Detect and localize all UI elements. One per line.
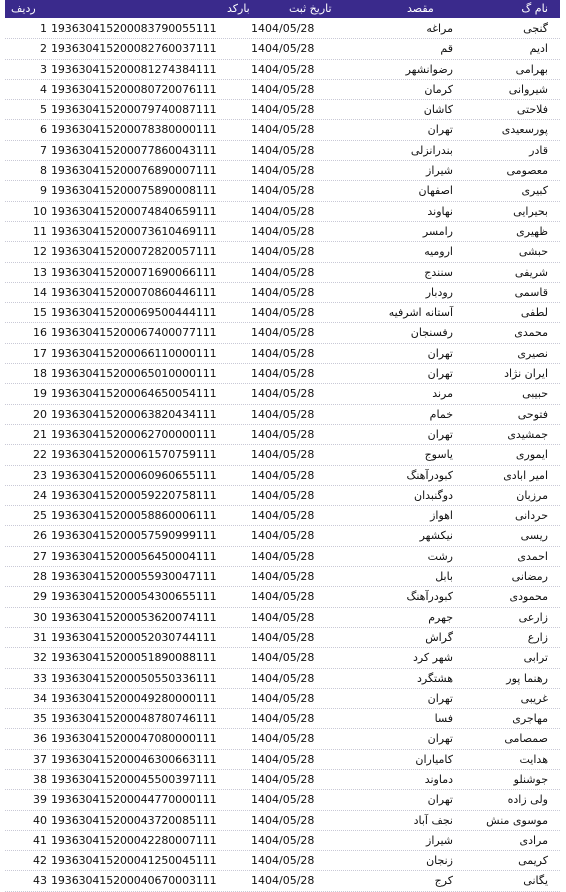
row-barcode: 193630415200060960655111: [51, 468, 217, 482]
table-row: [5, 506, 560, 526]
row-destination: تهران: [427, 732, 453, 746]
row-name: احمدی: [517, 549, 548, 563]
row-date: 1404/05/28: [251, 590, 315, 604]
row-name: جمشیدی: [507, 427, 548, 441]
row-destination: نیکشهر: [419, 529, 453, 543]
row-date: 1404/05/28: [251, 62, 315, 76]
row-name: پورسعیدی: [501, 123, 548, 137]
row-destination: کبودرآهنگ: [406, 590, 453, 604]
row-date: 1404/05/28: [251, 610, 315, 624]
row-date: 1404/05/28: [251, 82, 315, 96]
row-name: حبشی: [518, 245, 548, 259]
row-name: ولی زاده: [507, 793, 548, 807]
row-date: 1404/05/28: [251, 326, 315, 340]
table-row: [5, 425, 560, 445]
row-destination: رضوانشهر: [405, 62, 453, 76]
row-index: 15: [33, 306, 47, 320]
row-date: 1404/05/28: [251, 549, 315, 563]
row-destination: رودبار: [425, 285, 453, 299]
row-date: 1404/05/28: [251, 772, 315, 786]
row-destination: ارومیه: [424, 245, 453, 259]
row-barcode: 193630415200069500444111: [51, 306, 217, 320]
table-row: [5, 466, 560, 486]
table-row: [5, 587, 560, 607]
row-date: 1404/05/28: [251, 42, 315, 56]
row-destination: رفسنجان: [410, 326, 453, 340]
table-row: [5, 669, 560, 689]
row-date: 1404/05/28: [251, 143, 315, 157]
row-name: حبیبی: [522, 387, 548, 401]
table-row: [5, 648, 560, 668]
row-date: 1404/05/28: [251, 732, 315, 746]
row-date: 1404/05/28: [251, 204, 315, 218]
row-barcode: 193630415200061570759111: [51, 448, 217, 462]
row-barcode: 193630415200043720085111: [51, 813, 217, 827]
row-index: 20: [33, 407, 47, 421]
row-name: موسوی منش: [486, 813, 548, 827]
row-index: 12: [33, 245, 47, 259]
row-date: 1404/05/28: [251, 529, 315, 543]
row-name: شیروانی: [508, 82, 548, 96]
row-name: محمدی: [514, 326, 548, 340]
row-name: فتوحی: [517, 407, 548, 421]
row-name: رهنما پور: [506, 671, 548, 685]
table-row: [5, 811, 560, 831]
row-name: کریمی: [518, 854, 548, 868]
row-barcode: 193630415200071690066111: [51, 265, 217, 279]
row-barcode: 193630415200045500397111: [51, 772, 217, 786]
row-index: 17: [33, 346, 47, 360]
table-row: [5, 526, 560, 546]
row-name: زارع: [527, 630, 548, 644]
table-row: [5, 283, 560, 303]
table-row: [5, 19, 560, 39]
row-destination: شیراز: [426, 833, 453, 847]
table-row: [5, 303, 560, 323]
row-name: قاسمی: [514, 285, 548, 299]
row-index: 38: [33, 772, 47, 786]
row-name: حردانی: [514, 509, 548, 523]
row-barcode: 193630415200056450004111: [51, 549, 217, 563]
row-barcode: 193630415200055930047111: [51, 570, 217, 584]
row-index: 9: [40, 184, 47, 198]
row-barcode: 193630415200058860006111: [51, 509, 217, 523]
row-index: 31: [33, 630, 47, 644]
row-barcode: 193630415200049280000111: [51, 691, 217, 705]
row-name: کبیری: [521, 184, 548, 198]
row-date: 1404/05/28: [251, 407, 315, 421]
table-row: [5, 202, 560, 222]
row-date: 1404/05/28: [251, 387, 315, 401]
row-date: 1404/05/28: [251, 306, 315, 320]
table-row: [5, 242, 560, 262]
table-row: [5, 770, 560, 790]
row-name: نصیری: [517, 346, 548, 360]
row-date: 1404/05/28: [251, 123, 315, 137]
row-date: 1404/05/28: [251, 367, 315, 381]
row-destination: تهران: [427, 346, 453, 360]
row-name: رمضانی: [511, 570, 548, 584]
table-row: [5, 100, 560, 120]
row-barcode: 193630415200042280007111: [51, 833, 217, 847]
table-header: [5, 0, 560, 18]
row-destination: کرمان: [424, 82, 453, 96]
row-index: 36: [33, 732, 47, 746]
header-destination: مقصد: [407, 2, 434, 15]
table-row: [5, 486, 560, 506]
row-name: لطفی: [520, 306, 548, 320]
row-barcode: 193630415200067400077111: [51, 326, 217, 340]
table-row: [5, 161, 560, 181]
row-barcode: 193630415200066110000111: [51, 346, 217, 360]
table-row: [5, 445, 560, 465]
row-destination: تهران: [427, 123, 453, 137]
row-name: هدایت: [519, 752, 548, 766]
table-row: [5, 750, 560, 770]
row-barcode: 193630415200082760037111: [51, 42, 217, 56]
row-destination: یاسوج: [424, 448, 453, 462]
row-barcode: 193630415200052030744111: [51, 630, 217, 644]
row-barcode: 193630415200050550336111: [51, 671, 217, 685]
row-name: صمصامی: [504, 732, 548, 746]
row-date: 1404/05/28: [251, 712, 315, 726]
row-date: 1404/05/28: [251, 793, 315, 807]
row-index: 35: [33, 712, 47, 726]
row-date: 1404/05/28: [251, 184, 315, 198]
row-index: 7: [40, 143, 47, 157]
table-row: [5, 39, 560, 59]
row-date: 1404/05/28: [251, 224, 315, 238]
row-barcode: 193630415200048780746111: [51, 712, 217, 726]
row-index: 18: [33, 367, 47, 381]
table-row: [5, 709, 560, 729]
row-date: 1404/05/28: [251, 285, 315, 299]
table-row: [5, 405, 560, 425]
row-destination: کاشان: [423, 103, 453, 117]
row-barcode: 193630415200063820434111: [51, 407, 217, 421]
row-index: 2: [40, 42, 47, 56]
row-date: 1404/05/28: [251, 752, 315, 766]
row-destination: رامسر: [422, 224, 453, 238]
table-row: [5, 729, 560, 749]
table-row: [5, 608, 560, 628]
row-destination: تهران: [427, 793, 453, 807]
row-barcode: 193630415200072820057111: [51, 245, 217, 259]
row-barcode: 193630415200040670003111: [51, 874, 217, 888]
row-barcode: 193630415200057590999111: [51, 529, 217, 543]
row-index: 13: [33, 265, 47, 279]
row-date: 1404/05/28: [251, 346, 315, 360]
row-barcode: 193630415200075890008111: [51, 184, 217, 198]
table-row: [5, 628, 560, 648]
row-destination: فسا: [434, 712, 453, 726]
row-name: فلاحتی: [516, 103, 548, 117]
table-row: [5, 364, 560, 384]
row-destination: شهر کرد: [412, 651, 453, 665]
row-date: 1404/05/28: [251, 509, 315, 523]
table-row: [5, 689, 560, 709]
row-index: 24: [33, 488, 47, 502]
row-date: 1404/05/28: [251, 833, 315, 847]
row-name: امیر ابادی: [503, 468, 548, 482]
row-barcode: 193630415200079740087111: [51, 103, 217, 117]
row-barcode: 193630415200041250045111: [51, 854, 217, 868]
row-index: 23: [33, 468, 47, 482]
table-row: [5, 222, 560, 242]
row-barcode: 193630415200074840659111: [51, 204, 217, 218]
table-row: [5, 567, 560, 587]
row-name: ایران نژاد: [504, 367, 548, 381]
row-index: 42: [33, 854, 47, 868]
row-destination: جهرم: [428, 610, 453, 624]
row-date: 1404/05/28: [251, 22, 315, 35]
row-destination: هشتگرد: [417, 671, 453, 685]
row-name: جوشنلو: [513, 772, 548, 786]
row-destination: گراش: [425, 630, 453, 644]
row-destination: بابل: [435, 570, 453, 584]
row-index: 5: [40, 103, 47, 117]
row-index: 11: [33, 224, 47, 238]
row-name: ایموری: [515, 448, 548, 462]
row-name: ادیم: [529, 42, 548, 56]
row-date: 1404/05/28: [251, 488, 315, 502]
row-barcode: 193630415200051890088111: [51, 651, 217, 665]
row-date: 1404/05/28: [251, 854, 315, 868]
row-name: قادر: [529, 143, 548, 157]
table-row: [5, 831, 560, 851]
row-index: 27: [33, 549, 47, 563]
row-name: بهرامی: [515, 62, 548, 76]
row-barcode: 193630415200083790055111: [51, 22, 217, 35]
row-index: 37: [33, 752, 47, 766]
header-date: تاریخ ثبت: [289, 2, 332, 15]
table-row: [5, 384, 560, 404]
row-index: 39: [33, 793, 47, 807]
row-destination: اصفهان: [418, 184, 453, 198]
row-destination: نجف آباد: [413, 813, 453, 827]
row-barcode: 193630415200044770000111: [51, 793, 217, 807]
row-barcode: 193630415200065010000111: [51, 367, 217, 381]
row-date: 1404/05/28: [251, 448, 315, 462]
table-row: [5, 181, 560, 201]
row-date: 1404/05/28: [251, 570, 315, 584]
row-destination: تهران: [427, 427, 453, 441]
row-date: 1404/05/28: [251, 245, 315, 259]
row-destination: تهران: [427, 691, 453, 705]
row-barcode: 193630415200059220758111: [51, 488, 217, 502]
table-row: [5, 141, 560, 161]
row-destination: مرند: [432, 387, 453, 401]
row-name: ریسی: [520, 529, 548, 543]
row-name: مرزبان: [516, 488, 548, 502]
row-barcode: 193630415200064650054111: [51, 387, 217, 401]
table-body: [5, 19, 560, 892]
row-destination: دوگنبدان: [414, 488, 453, 502]
row-index: 41: [33, 833, 47, 847]
table-row: [5, 790, 560, 810]
row-destination: خمام: [429, 407, 453, 421]
row-destination: رشت: [427, 549, 453, 563]
row-index: 21: [33, 427, 47, 441]
row-date: 1404/05/28: [251, 671, 315, 685]
table-row: [5, 60, 560, 80]
header-name: نام گ: [521, 2, 548, 15]
row-index: 4: [40, 82, 47, 96]
row-index: 26: [33, 529, 47, 543]
row-index: 33: [33, 671, 47, 685]
row-barcode: 193630415200078380000111: [51, 123, 217, 137]
row-destination: کرج: [434, 874, 453, 888]
row-index: 43: [33, 874, 47, 888]
row-name: یگانی: [523, 874, 548, 888]
row-name: ظهیری: [516, 224, 548, 238]
row-index: 3: [40, 62, 47, 76]
row-date: 1404/05/28: [251, 468, 315, 482]
row-index: 16: [33, 326, 47, 340]
header-barcode: بارکد: [227, 2, 250, 15]
row-name: شریفی: [514, 265, 548, 279]
row-destination: زنجان: [426, 854, 453, 868]
row-barcode: 193630415200081274384111: [51, 62, 217, 76]
row-date: 1404/05/28: [251, 164, 315, 178]
row-index: 6: [40, 123, 47, 137]
row-destination: شیراز: [426, 164, 453, 178]
row-index: 40: [33, 813, 47, 827]
row-destination: قم: [440, 42, 453, 56]
row-destination: اهواز: [430, 509, 453, 523]
row-destination: کبودرآهنگ: [406, 468, 453, 482]
row-barcode: 193630415200080720076111: [51, 82, 217, 96]
table-row: [5, 263, 560, 283]
row-date: 1404/05/28: [251, 630, 315, 644]
row-name: ترابی: [523, 651, 548, 665]
row-index: 19: [33, 387, 47, 401]
table-row: [5, 547, 560, 567]
header-radif: ردیف: [11, 2, 36, 15]
row-index: 1: [40, 22, 47, 35]
row-index: 10: [33, 204, 47, 218]
row-index: 8: [40, 164, 47, 178]
row-index: 29: [33, 590, 47, 604]
row-date: 1404/05/28: [251, 427, 315, 441]
row-index: 25: [33, 509, 47, 523]
row-destination: دماوند: [424, 772, 453, 786]
row-index: 14: [33, 285, 47, 299]
table-row: [5, 323, 560, 343]
row-destination: بندرانزلی: [410, 143, 453, 157]
row-date: 1404/05/28: [251, 651, 315, 665]
row-destination: سنندج: [424, 265, 453, 279]
row-name: گنجی: [523, 22, 548, 35]
row-name: معصومی: [506, 164, 548, 178]
row-name: مرادی: [519, 833, 548, 847]
row-barcode: 193630415200070860446111: [51, 285, 217, 299]
table-row: [5, 871, 560, 891]
row-index: 32: [33, 651, 47, 665]
row-name: غریبی: [520, 691, 548, 705]
row-index: 28: [33, 570, 47, 584]
row-barcode: 193630415200054300655111: [51, 590, 217, 604]
row-barcode: 193630415200046300663111: [51, 752, 217, 766]
row-name: محمودی: [509, 590, 548, 604]
row-barcode: 193630415200047080000111: [51, 732, 217, 746]
row-destination: آستانه اشرفیه: [388, 306, 453, 320]
row-destination: تهران: [427, 367, 453, 381]
table-row: [5, 120, 560, 140]
row-barcode: 193630415200062700000111: [51, 427, 217, 441]
table-row: [5, 344, 560, 364]
table-row: [5, 851, 560, 871]
row-barcode: 193630415200076890007111: [51, 164, 217, 178]
row-index: 34: [33, 691, 47, 705]
row-name: زارعی: [518, 610, 548, 624]
row-date: 1404/05/28: [251, 813, 315, 827]
row-index: 30: [33, 610, 47, 624]
row-name: بحیرایی: [513, 204, 548, 218]
row-barcode: 193630415200077860043111: [51, 143, 217, 157]
row-date: 1404/05/28: [251, 874, 315, 888]
row-barcode: 193630415200073610469111: [51, 224, 217, 238]
row-date: 1404/05/28: [251, 103, 315, 117]
row-destination: کامیاران: [415, 752, 453, 766]
row-date: 1404/05/28: [251, 265, 315, 279]
table-row: [5, 80, 560, 100]
row-destination: نهاوند: [427, 204, 453, 218]
row-date: 1404/05/28: [251, 691, 315, 705]
row-destination: مراغه: [426, 22, 453, 35]
row-barcode: 193630415200053620074111: [51, 610, 217, 624]
row-name: مهاجری: [512, 712, 548, 726]
row-index: 22: [33, 448, 47, 462]
